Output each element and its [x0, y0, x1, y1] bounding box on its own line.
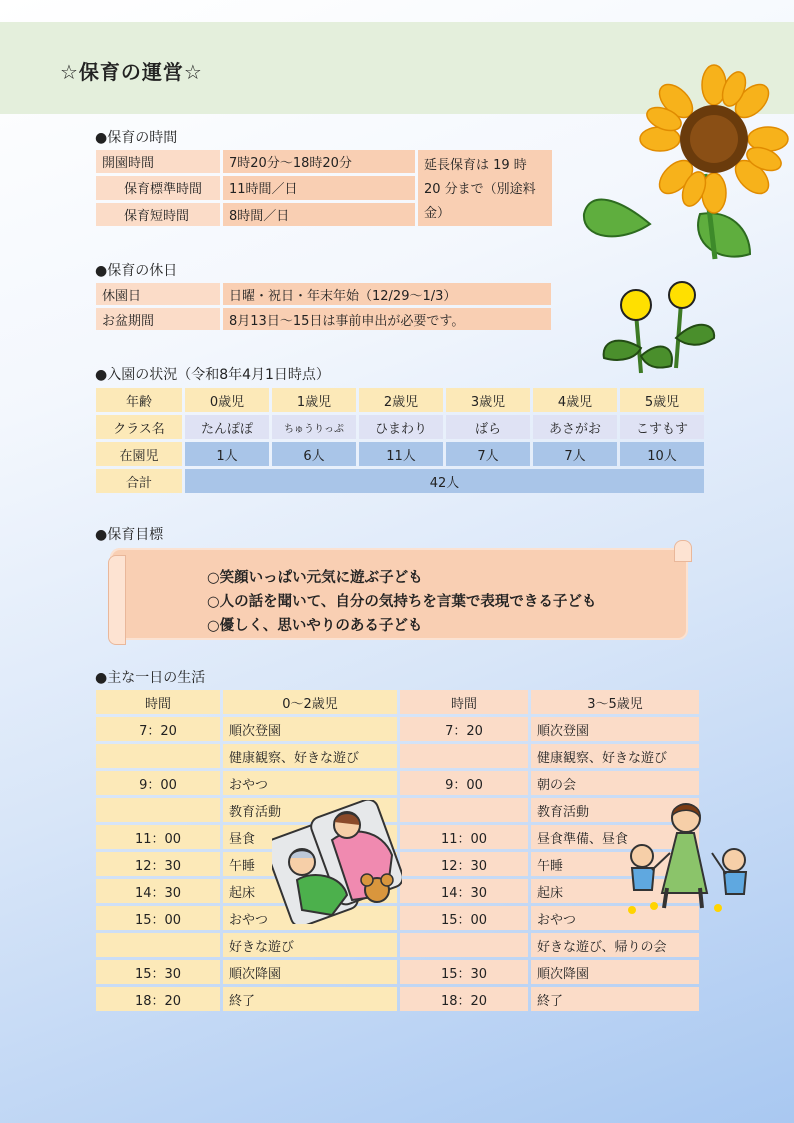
time-3-5-cell: 15：00 [400, 906, 528, 930]
time-0-2-cell: 7：20 [96, 717, 220, 741]
time-3-5-cell: 9：00 [400, 771, 528, 795]
age-label: 年齢 [96, 388, 182, 412]
activity-0-2-cell: 順次登園 [223, 717, 397, 741]
daily-header: 時間 [400, 690, 528, 714]
holiday-heading: ●保育の休日 [95, 263, 178, 279]
activity-0-2-cell: 終了 [223, 987, 397, 1011]
class-cell: あさがお [533, 415, 617, 439]
hours-label-short: 保育短時間 [96, 203, 220, 226]
holiday-label-closed: 休園日 [96, 283, 220, 305]
time-0-2-cell: 14：30 [96, 879, 220, 903]
activity-0-2-cell: 好きな遊び [223, 933, 397, 957]
hours-label-standard: 保育標準時間 [96, 176, 220, 199]
time-3-5-cell: 11：00 [400, 825, 528, 849]
time-0-2-cell: 11：00 [96, 825, 220, 849]
total-value: 42人 [185, 469, 704, 493]
daily-header: 3～5歳児 [531, 690, 699, 714]
table-row [96, 717, 699, 741]
age-cell: 2歳児 [359, 388, 443, 412]
activity-0-2-cell: おやつ [223, 906, 397, 930]
goal-item: ○人の話を聞いて、自分の気持ちを言葉で表現できる子ども [207, 594, 597, 610]
activity-0-2-cell: 健康観察、好きな遊び [223, 744, 397, 768]
count-cell: 7人 [533, 442, 617, 466]
activity-3-5-cell: 健康観察、好きな遊び [531, 744, 699, 768]
goal-item: ○笑顔いっぱい元気に遊ぶ子ども [207, 570, 423, 586]
hours-label-open: 開園時間 [96, 150, 220, 173]
time-3-5-cell [400, 798, 528, 822]
activity-0-2-cell: 起床 [223, 879, 397, 903]
table-row [96, 771, 699, 795]
hours-table [93, 147, 555, 229]
time-0-2-cell: 9：00 [96, 771, 220, 795]
time-3-5-cell: 12：30 [400, 852, 528, 876]
count-cell: 1人 [185, 442, 269, 466]
page-title: ☆保育の運営☆ [60, 60, 203, 84]
goal-item: ○優しく、思いやりのある子ども [207, 618, 423, 634]
time-3-5-cell: 14：30 [400, 879, 528, 903]
count-label: 在園児 [96, 442, 182, 466]
sleeping-children-icon [272, 800, 402, 924]
table-row [96, 933, 699, 957]
daily-heading: ●主な一日の生活 [95, 670, 206, 686]
age-cell: 4歳児 [533, 388, 617, 412]
goals-heading: ●保育目標 [95, 527, 164, 543]
daily-header: 時間 [96, 690, 220, 714]
holiday-value-closed: 日曜・祝日・年末年始（12/29～1/3） [223, 283, 551, 305]
sunflower-icon [580, 64, 790, 264]
activity-3-5-cell: 朝の会 [531, 771, 699, 795]
class-cell: たんぽぽ [185, 415, 269, 439]
activity-3-5-cell: 順次降園 [531, 960, 699, 984]
time-3-5-cell: 7：20 [400, 717, 528, 741]
time-3-5-cell: 15：30 [400, 960, 528, 984]
activity-0-2-cell: 順次降園 [223, 960, 397, 984]
hours-value-open: 7時20分～18時20分 [223, 150, 415, 173]
count-cell: 11人 [359, 442, 443, 466]
hours-heading: ●保育の時間 [95, 130, 178, 146]
teacher-with-children-icon [622, 798, 762, 916]
age-cell: 0歳児 [185, 388, 269, 412]
enrollment-heading: ●入園の状況（令和8年4月1日時点） [95, 367, 330, 383]
activity-3-5-cell: 好きな遊び、帰りの会 [531, 933, 699, 957]
class-label: クラス名 [96, 415, 182, 439]
table-row [96, 744, 699, 768]
activity-3-5-cell: 教育活動 [531, 798, 699, 822]
time-0-2-cell [96, 933, 220, 957]
time-0-2-cell: 18：20 [96, 987, 220, 1011]
dandelion-icon [596, 278, 722, 378]
activity-0-2-cell: 午睡 [223, 852, 397, 876]
class-cell: ちゅうりっぷ [272, 415, 356, 439]
time-0-2-cell [96, 744, 220, 768]
holiday-table [93, 280, 554, 333]
time-0-2-cell: 12：30 [96, 852, 220, 876]
scroll-curl-left [108, 555, 126, 645]
class-cell: こすもす [620, 415, 704, 439]
activity-3-5-cell: 順次登園 [531, 717, 699, 741]
time-0-2-cell: 15：30 [96, 960, 220, 984]
daily-header: 0～2歳児 [223, 690, 397, 714]
goals-list [207, 566, 596, 638]
activity-0-2-cell: 教育活動 [223, 798, 397, 822]
count-cell: 7人 [446, 442, 530, 466]
time-0-2-cell: 15：00 [96, 906, 220, 930]
activity-3-5-cell: おやつ [531, 906, 699, 930]
time-0-2-cell [96, 798, 220, 822]
activity-3-5-cell: 午睡 [531, 852, 699, 876]
hours-value-short: 8時間／日 [223, 203, 415, 226]
activity-0-2-cell: おやつ [223, 771, 397, 795]
hours-value-standard: 11時間／日 [223, 176, 415, 199]
count-cell: 6人 [272, 442, 356, 466]
table-row [96, 960, 699, 984]
holiday-label-obon: お盆期間 [96, 308, 220, 330]
activity-0-2-cell: 昼食 [223, 825, 397, 849]
age-cell: 1歳児 [272, 388, 356, 412]
time-3-5-cell [400, 744, 528, 768]
activity-3-5-cell: 終了 [531, 987, 699, 1011]
time-3-5-cell: 18：20 [400, 987, 528, 1011]
holiday-value-obon: 8月13日～15日は事前申出が必要です。 [223, 308, 551, 330]
age-cell: 3歳児 [446, 388, 530, 412]
total-label: 合計 [96, 469, 182, 493]
count-cell: 10人 [620, 442, 704, 466]
table-row [96, 987, 699, 1011]
class-cell: ばら [446, 415, 530, 439]
time-3-5-cell [400, 933, 528, 957]
extended-care-note: 延長保育は 19 時 20 分まで（別途料金） [418, 150, 552, 226]
enrollment-table [93, 385, 707, 496]
activity-3-5-cell: 昼食準備、昼食 [531, 825, 699, 849]
class-cell: ひまわり [359, 415, 443, 439]
activity-3-5-cell: 起床 [531, 879, 699, 903]
scroll-curl-right [674, 540, 692, 562]
age-cell: 5歳児 [620, 388, 704, 412]
